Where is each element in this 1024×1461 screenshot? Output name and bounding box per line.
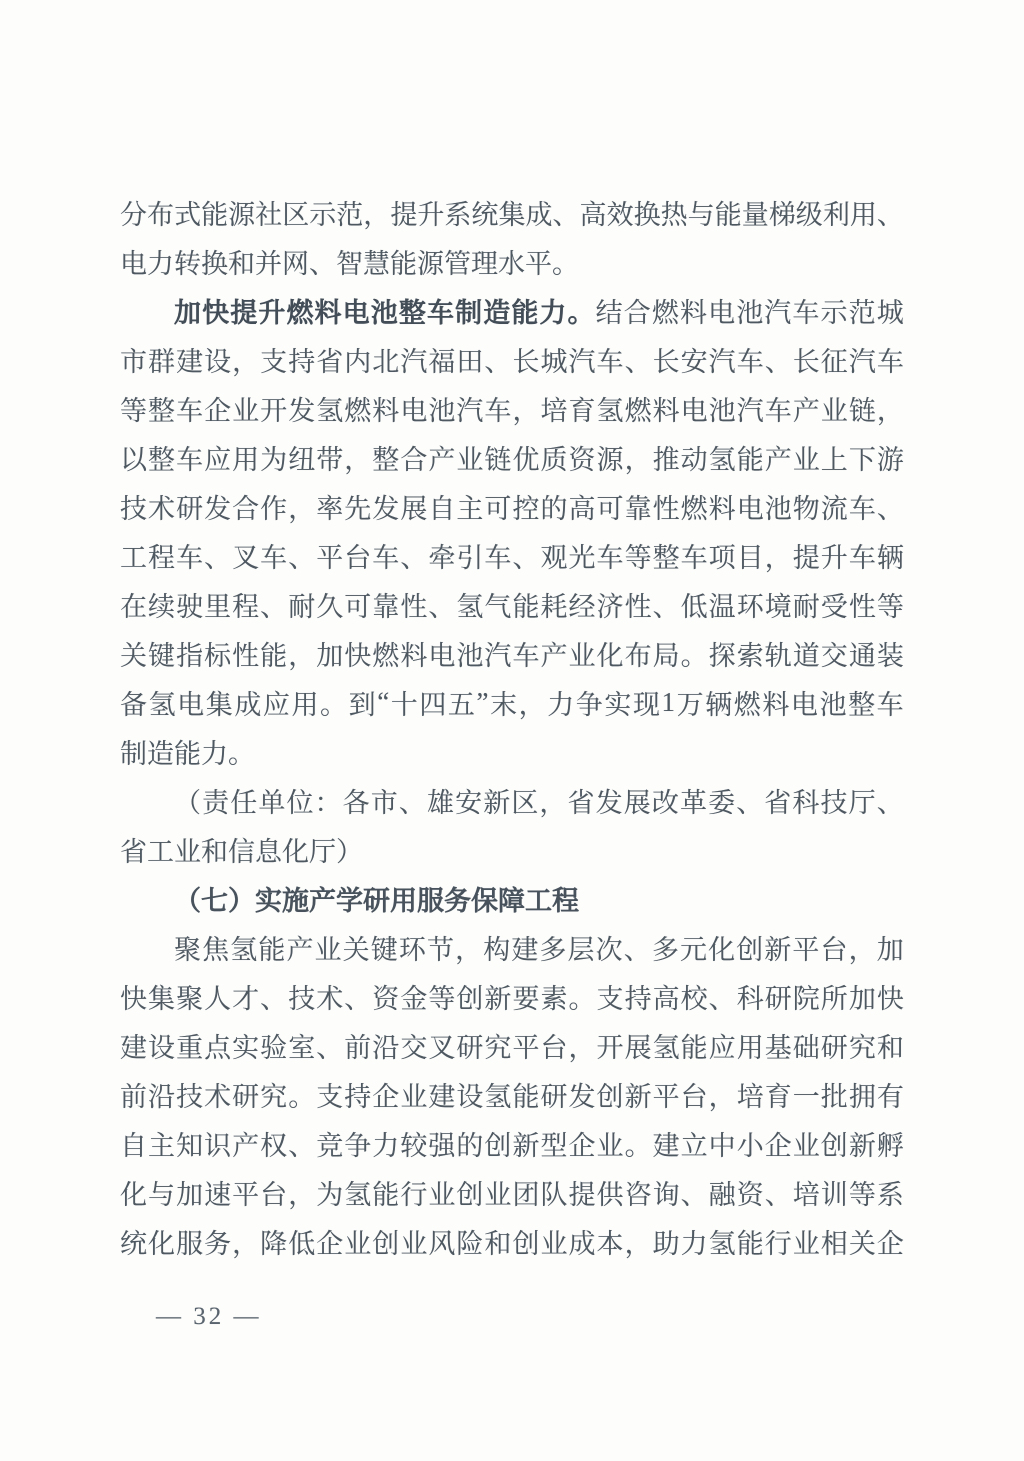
para-fuel-cell-vehicle-line-1: 加 快 提 升 燃 料 电 池 整 车 制 造 能 力 。 结 合 燃 料 电 池 汽 车 示 范 城 bbox=[174, 298, 904, 328]
para-fuel-cell-vehicle-line-2: 市 群 建 设 ， 支 持 省 内 北 汽 福 田 、 长 城 汽 车 、 长 安 汽 车 、 长 征 汽 车 bbox=[120, 347, 904, 377]
para-innovation-platform-line-3: 建 设 重 点 实 验 室 、 前 沿 交 叉 研 究 平 台 ， 开 展 氢 能 应 用 基 础 研 究 和 bbox=[120, 1033, 904, 1063]
para-innovation-platform-line-4: 前 沿 技 术 研 究 。 支 持 企 业 建 设 氢 能 研 发 创 新 平 台 ， 培 育 一 批 拥 有 bbox=[120, 1082, 904, 1112]
para-fuel-cell-vehicle-line-5: 技 术 研 发 合 作 ， 率 先 发 展 自 主 可 控 的 高 可 靠 性 燃 料 电 池 物 流 车 、 bbox=[120, 494, 904, 524]
para-energy-community-line-1: 分 布 式 能 源 社 区 示 范 ， 提 升 系 统 集 成 、 高 效 换 热 与 能 量 梯 级 利 用 、 bbox=[120, 200, 904, 230]
para-fuel-cell-vehicle-line-9: 备 氢 电 集 成 应 用 。 到 “ 十 四 五 ” 末 ， 力 争 实 现 1 万 辆 燃 料 电 池 整 车 bbox=[120, 687, 904, 720]
para-fuel-cell-vehicle-line-3: 等 整 车 企 业 开 发 氢 燃 料 电 池 汽 车 ， 培 育 氢 燃 料 电 池 汽 车 产 业 链 ， bbox=[120, 396, 904, 426]
para-fuel-cell-vehicle-line-4: 以 整 车 应 用 为 纽 带 ， 整 合 产 业 链 优 质 资 源 ， 推 动 氢 能 产 业 上 下 游 bbox=[120, 445, 904, 475]
para-innovation-platform-line-6: 化 与 加 速 平 台 ， 为 氢 能 行 业 创 业 团 队 提 供 咨 询 、 融 资 、 培 训 等 系 bbox=[120, 1180, 904, 1210]
para-fuel-cell-vehicle-line-6: 工 程 车 、 叉 车 、 平 台 车 、 牵 引 车 、 观 光 车 等 整 车 项 目 ， 提 升 车 辆 bbox=[120, 543, 904, 573]
page-number: — 32 — bbox=[156, 1303, 262, 1330]
document-body bbox=[120, 188, 904, 1266]
para-innovation-platform-line-2: 快 集 聚 人 才 、 技 术 、 资 金 等 创 新 要 素 。 支 持 高 校 、 科 研 院 所 加 快 bbox=[120, 984, 904, 1014]
para-responsible-units-line-2: 省 工 业 和 信 息 化 厅 ） bbox=[120, 837, 363, 867]
para-innovation-platform-line-5: 自 主 知 识 产 权 、 竞 争 力 较 强 的 创 新 型 企 业 。 建 立 中 小 企 业 创 新 孵 bbox=[120, 1131, 904, 1161]
para-innovation-platform-line-1: 聚 焦 氢 能 产 业 关 键 环 节 ， 构 建 多 层 次 、 多 元 化 创 新 平 台 ， 加 bbox=[174, 935, 904, 965]
para-fuel-cell-vehicle-line-7: 在 续 驶 里 程 、 耐 久 可 靠 性 、 氢 气 能 耗 经 济 性 、 低 温 环 境 耐 受 性 等 bbox=[120, 592, 904, 622]
para-energy-community-line-2: 电 力 转 换 和 并 网 、 智 慧 能 源 管 理 水 平 。 bbox=[120, 249, 579, 279]
heading-section-seven-line-1: （ 七 ） 实 施 产 学 研 用 服 务 保 障 工 程 bbox=[174, 886, 579, 916]
para-fuel-cell-vehicle-line-10: 制 造 能 力 。 bbox=[120, 739, 255, 769]
para-innovation-platform-line-7: 统 化 服 务 ， 降 低 企 业 创 业 风 险 和 创 业 成 本 ， 助 力 氢 能 行 业 相 关 企 bbox=[120, 1229, 904, 1259]
para-fuel-cell-vehicle-line-8: 关 键 指 标 性 能 ， 加 快 燃 料 电 池 汽 车 产 业 化 布 局 。 探 索 轨 道 交 通 装 bbox=[120, 641, 904, 671]
para-responsible-units-line-1: （ 责 任 单 位 ： 各 市 、 雄 安 新 区 ， 省 发 展 改 革 委 、 省 科 技 厅 、 bbox=[174, 788, 904, 818]
